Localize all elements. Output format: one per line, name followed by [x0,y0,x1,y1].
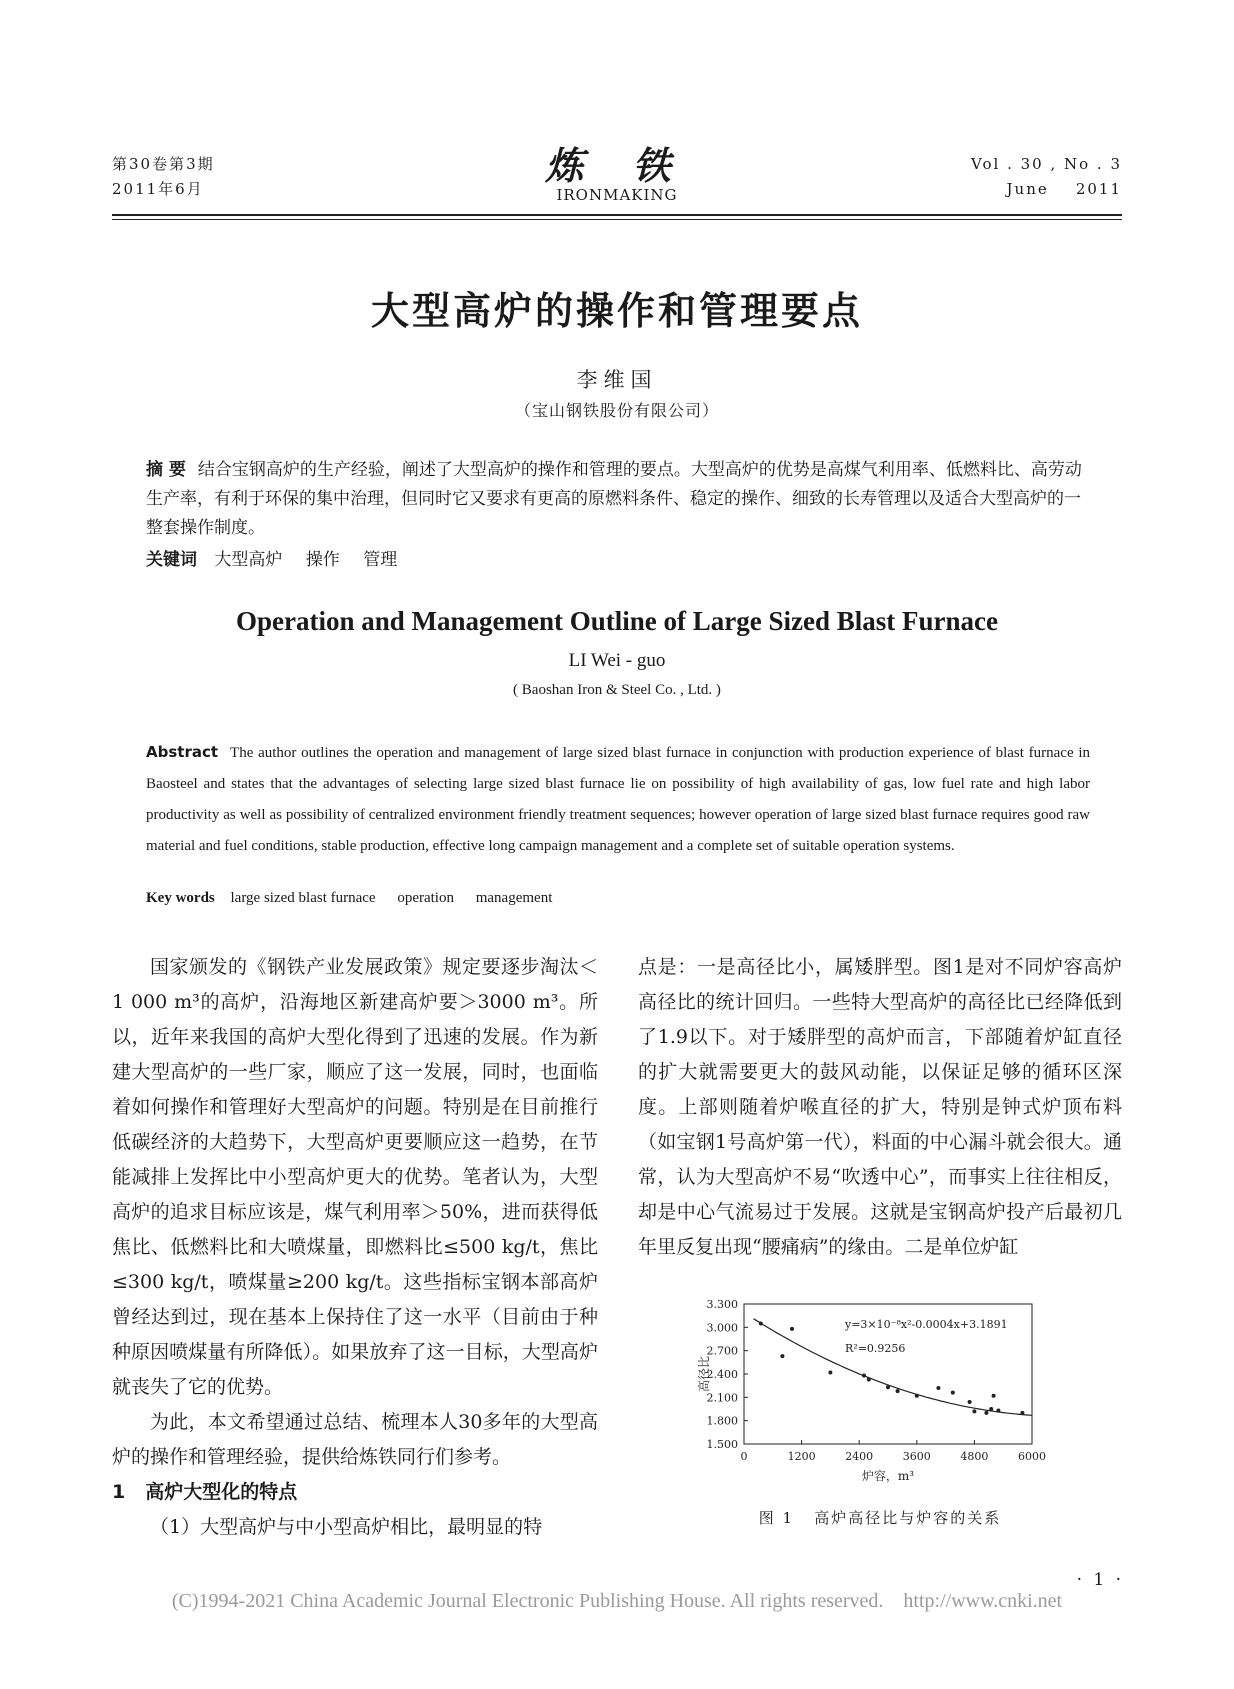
data-point [951,1391,955,1395]
affiliation-en: ( Baoshan Iron & Steel Co. , Ltd. ) [513,682,721,698]
data-point [992,1394,996,1398]
body-paragraph: 国家颁发的《钢铁产业发展政策》规定要逐步淘汰＜1 000 m³的高炉，沿海地区新建高炉要＞3000 m³。所以，近年来我国的高炉大型化得到了迅速的发展。作为新建大型高炉的一些厂家，顺应了这一发展，同时，也面临着如何操作和管理好大型高炉的问题。特别是在目前推行低碳经济的大趋势下，大型高炉更要顺应这一趋势，在节能减排上发挥比中小型高炉更大的优势。笔者认为，大型高炉的追求目标应该是，煤气利用率＞50%，进而获得低焦比、低燃料比和大喷煤量，即燃料比≤500 kg/t，焦比≤300 kg/t，喷煤量≥200 kg/t。这些指标宝钢本部高炉曾经达到过，现在基本上保持住了这一水平（目前由于种种原因喷煤量有所降低）。如果放弃了这一目标，大型高炉就丧失了它的优势。 [112,956,598,1398]
y-tick-label: 2.700 [706,1344,738,1358]
data-point [915,1394,919,1398]
header-volume-en [971,152,1122,202]
date-cn: 2011年6月 [112,180,204,198]
body-column-right [638,950,1122,1265]
volume-en: Vol . 30 , No . 3 [971,155,1122,173]
figure-1-chart [680,1292,1060,1502]
x-tick-label: 4800 [960,1450,989,1463]
abstract-cn-label: 摘 要 [146,460,186,480]
author-en: LI Wei - guo [568,650,666,671]
regression-curve [754,1319,1032,1416]
abstract-en-label: Abstract [146,743,219,761]
paper-title-cn: 大型高炉的操作和管理要点 [370,288,863,333]
y-tick-label: 3.300 [706,1298,738,1311]
page-number: · 1 · [1076,1570,1124,1590]
y-tick-label: 1.500 [706,1438,738,1451]
data-point [996,1409,1000,1413]
regression-equation: y=3×10⁻⁸x²-0.0004x+3.1891 [845,1318,1008,1331]
data-point [790,1327,794,1331]
body-paragraph: 为此，本文希望通过总结、梳理本人30多年的大型高炉的操作和管理经验，提供给炼铁同行们参考。 [112,1411,598,1468]
x-tick-label: 2400 [845,1450,874,1463]
date-en: June 2011 [1006,180,1122,198]
y-axis-label: 高径比 [697,1355,711,1393]
keywords-en-label: Key words [146,890,215,906]
data-point [886,1385,890,1389]
journal-title-en: IRONMAKING [556,186,678,204]
section-title: 高炉大型化的特点 [145,1481,298,1503]
section-number: 1 [112,1481,126,1503]
keywords-en [146,890,1090,907]
header-volume-issue [112,152,215,202]
abstract-en [146,737,1090,862]
data-point [759,1321,763,1325]
x-tick-label: 3600 [902,1450,931,1463]
keyword-cn-item: 大型高炉 [214,550,283,570]
journal-title-cn: 炼 铁 [545,143,689,188]
body-paragraph: 点是：一是高径比小，属矮胖型。图1是对不同炉容高炉高径比的统计回归。一些特大型高炉的高径比已经降低到了1.9以下。对于矮胖型的高炉而言，下部随着炉缸直径的扩大就需要更大的鼓风动能，以保证足够的循环区深度。上部则随着炉喉直径的扩大，特别是钟式炉顶布料（如宝钢1号高炉第一代），料面的中心漏斗就会很大。通常，认为大型高炉不易“吹透中心”，而事实上往往相反，却是中心气流易过于发展。这就是宝钢高炉投产后最初几年里反复出现“腰痛病”的缘由。二是单位炉缸 [638,956,1122,1258]
data-point [968,1400,972,1404]
data-point [936,1386,940,1390]
keywords-cn-label: 关键词 [146,550,197,570]
keywords-cn [146,545,1090,570]
keyword-en-item: management [475,890,553,906]
data-point [972,1409,976,1413]
keyword-cn-item: 操作 [305,550,340,570]
data-point [989,1407,993,1411]
data-point [828,1370,832,1374]
data-point [984,1411,988,1415]
keyword-en-item: large sized blast furnace [230,890,376,906]
copyright-line: (C)1994-2021 China Academic Journal Electronic Publishing House. All rights reserved. http://www.cnki.net [171,1590,1063,1612]
data-point [1020,1411,1024,1415]
author-cn: 李维国 [576,368,658,392]
data-point [862,1374,866,1378]
data-point [896,1389,900,1393]
x-tick-label: 1200 [787,1450,816,1463]
x-tick-label: 6000 [1018,1450,1046,1463]
keyword-cn-item: 管理 [363,550,398,570]
volume-cn: 第30卷第3期 [112,155,215,173]
x-tick-label: 0 [740,1450,748,1463]
body-column-left [112,950,598,1545]
abstract-cn [146,456,1090,543]
section-heading [112,1475,598,1510]
paper-title-en: Operation and Management Outline of Large Sized Blast Furnace [236,606,998,636]
figure-caption: 图 1 高炉高径比与炉容的关系 [758,1509,1002,1527]
y-tick-label: 2.400 [706,1368,738,1381]
y-tick-label: 2.100 [706,1391,738,1405]
data-point [780,1354,784,1358]
data-point [867,1377,871,1381]
journal-masthead [500,143,734,204]
x-axis-label: 炉容，m³ [861,1469,915,1483]
y-tick-label: 1.800 [706,1414,738,1428]
header-rule-thin [112,219,1122,220]
body-paragraph: （1）大型高炉与中小型高炉相比，最明显的特 [150,1516,543,1538]
affiliation-cn: （宝山钢铁股份有限公司） [514,401,719,420]
keyword-en-item: operation [397,890,454,906]
header-rule-thick [112,214,1122,216]
abstract-cn-text: 结合宝钢高炉的生产经验，阐述了大型高炉的操作和管理的要点。大型高炉的优势是高煤气利用率、低燃料比、高劳动生产率，有利于环保的集中治理，但同时它又要求有更高的原燃料条件、稳定的操作、细致的长寿管理以及适合大型高炉的一整套操作制度。 [146,460,1082,538]
abstract-en-text: The author outlines the operation and management of large sized blast furnace in conjunction with production experience of blast furnace in Baosteel and states that the advantages of selecting large sized blast furnace lie on possibility of high availability of gas, low fuel rate and high labor productivity as well as possibility of centralized environment friendly treatment sequences; however operation of large sized blast furnace requires good raw material and fuel conditions, stable production, effective long campaign management and a complete set of suitable operation systems. [146,745,1090,854]
r-squared-label: R²=0.9256 [845,1342,906,1355]
y-tick-label: 3.000 [706,1321,738,1335]
